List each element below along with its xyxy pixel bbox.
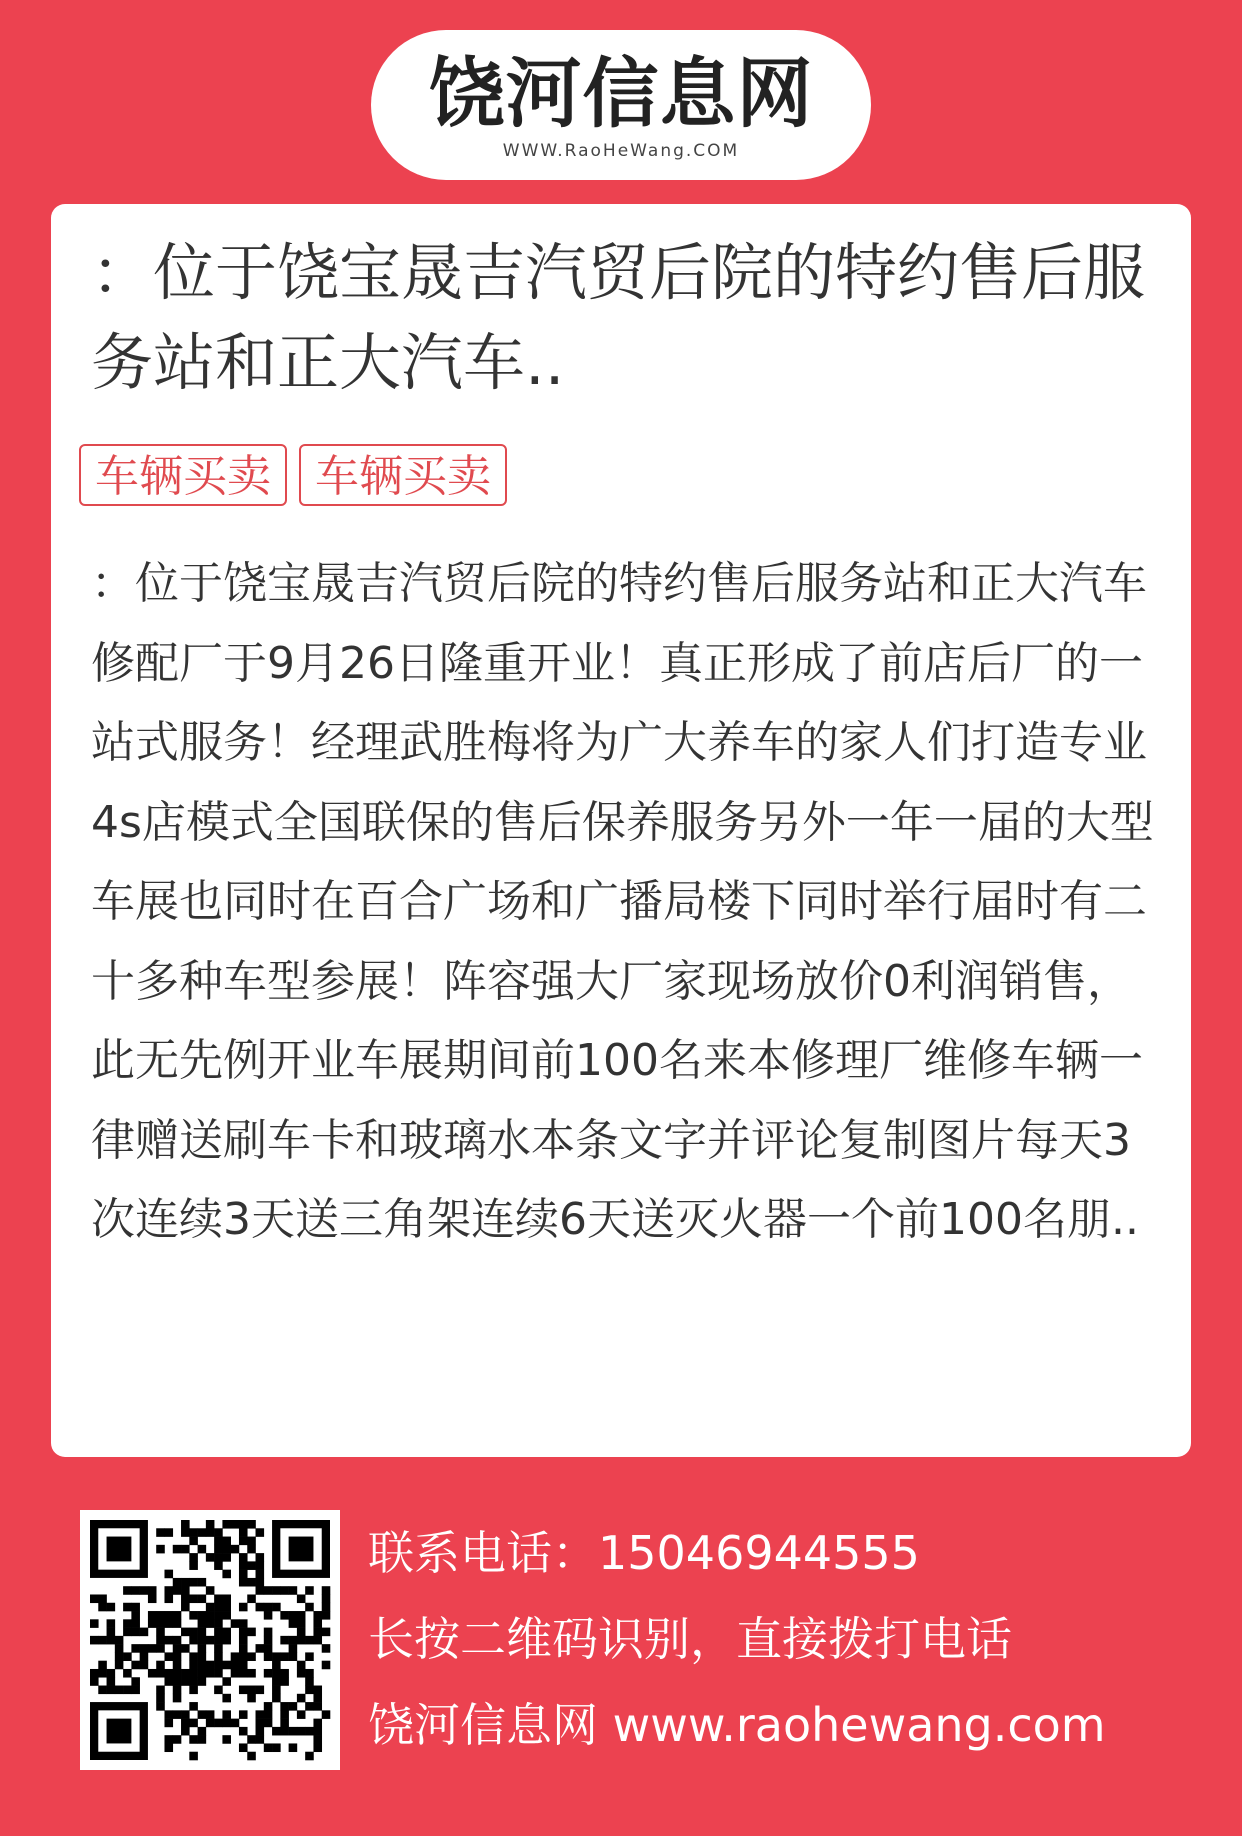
post-body: ：位于饶宝晟吉汽贸后院的特约售后服务站和正大汽车修配厂于9月26日隆重开业！真正形成了前店后厂的一站式服务！经理武胜梅将为广大养车的家人们打造专业4s店模式全国联保的售后保养服务另外一年一届的大型车展也同时在百合广场和广播局楼下同时举行届时有二十多种车型参展！阵容强大厂家现场放价0利润销售，此无先例开业车展期间前100名来本修理厂维修车辆一律赠送刷车卡和玻璃水本条文字并评论复制图片每天3次连续3天送三角架连续6天送灭火器一个前100名朋..	[91, 558, 1154, 1245]
qr-code-icon[interactable]	[80, 1510, 340, 1770]
tag-list	[79, 444, 519, 506]
site-logo	[371, 30, 871, 180]
phone-line[interactable]: 联系电话：15046944555	[368, 1526, 920, 1580]
tag-vehicle-trade[interactable]: 车辆买卖	[299, 444, 507, 506]
tag-vehicle-trade[interactable]: 车辆买卖	[79, 444, 287, 506]
site-line[interactable]: 饶河信息网 www.raohewang.com	[368, 1698, 1106, 1752]
site-url: WWW.RaoHeWang.COM	[502, 141, 740, 161]
site-name: 饶河信息网	[428, 49, 814, 138]
post-title: ：位于饶宝晟吉汽贸后院的特约售后服务站和正大汽车..	[91, 236, 1146, 399]
contact-info	[368, 1510, 1228, 1768]
qr-code-graphic	[80, 1510, 340, 1770]
hint-line: 长按二维码识别，直接拨打电话	[368, 1612, 1012, 1666]
post-card	[51, 204, 1191, 1457]
